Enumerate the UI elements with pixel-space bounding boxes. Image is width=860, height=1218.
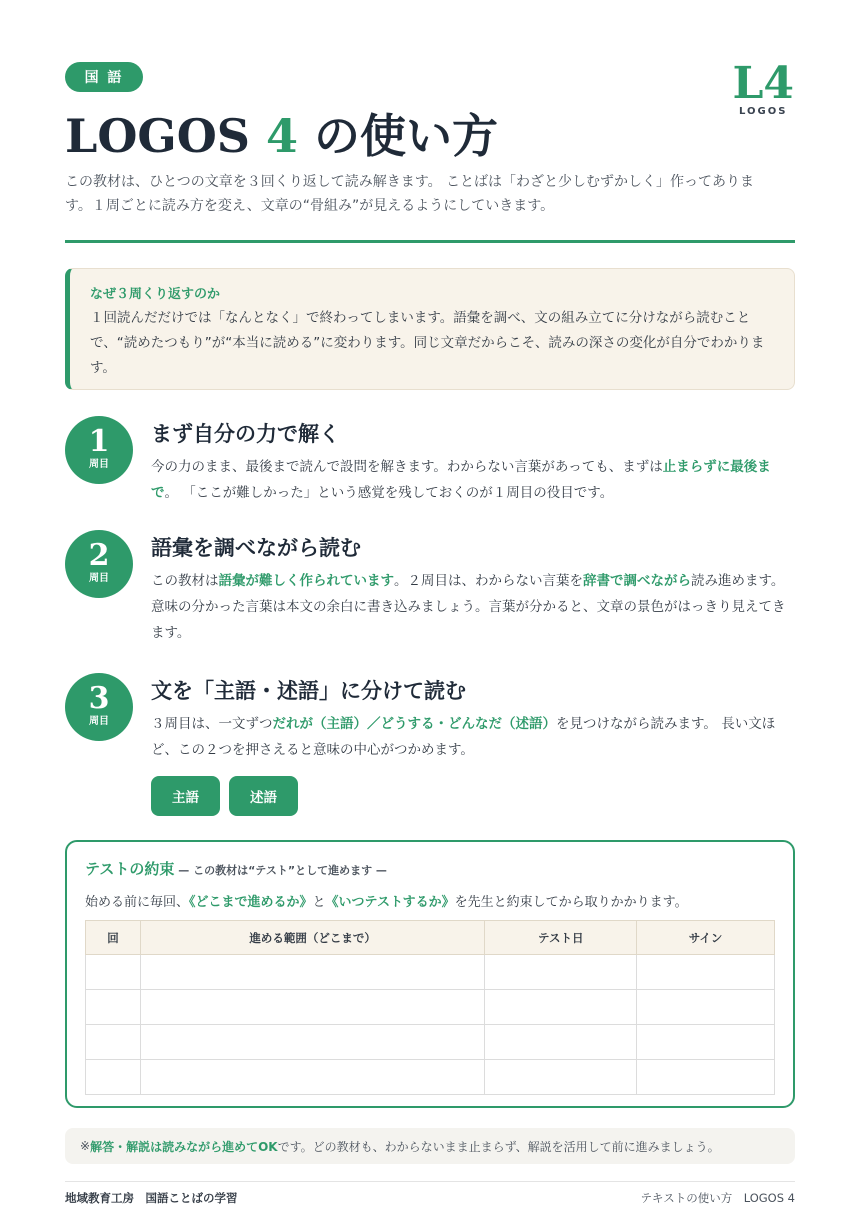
table-cell[interactable]: [140, 1025, 484, 1060]
step-badge: [65, 416, 133, 484]
step-highlight: 語彙が難しく作られています: [218, 573, 394, 589]
promise-header: [85, 858, 775, 879]
title-number: 4: [266, 109, 299, 163]
column-header: 回: [86, 921, 141, 955]
step-text: を見つけながら読みます。 長い文ほど、この２つを押さえると意味の中心がつかめます。: [151, 716, 776, 758]
column-header: テスト日: [485, 921, 637, 955]
step-number: 2: [88, 538, 110, 573]
table-cell[interactable]: [485, 955, 637, 990]
table-row: [86, 1060, 775, 1095]
column-header: サイン: [637, 921, 775, 955]
table-cell[interactable]: [86, 955, 141, 990]
logo-sub: LOGOS: [739, 106, 788, 117]
title-suffix: の使い方: [298, 109, 499, 163]
step-heading: まず自分の力で解く: [151, 422, 340, 446]
promise-text: [85, 891, 775, 910]
step-text: 。 「ここが難しかった」という感覚を残しておくのが１周目の役目です。: [164, 485, 614, 501]
predicate-tag: 述語: [229, 776, 298, 816]
table-header-row: [86, 921, 775, 955]
table-cell[interactable]: [485, 990, 637, 1025]
step-text: 今の力のまま、最後まで読んで設問を解きます。わからない言葉があっても、まずは: [151, 459, 663, 475]
promise-highlight: 《どこまで進めるか》: [189, 895, 313, 910]
logo: [732, 60, 794, 117]
step-label: 周目: [89, 573, 109, 584]
step-body: [151, 711, 795, 763]
step-body: [151, 454, 795, 506]
column-header: 進める範囲（どこまで）: [140, 921, 484, 955]
footer-left: 地域教育工房 国語ことばの学習: [65, 1191, 238, 1205]
why-box: [65, 268, 795, 390]
table-row: [86, 1025, 775, 1060]
table-cell[interactable]: [637, 990, 775, 1025]
step-label: 周目: [89, 459, 109, 470]
table-cell[interactable]: [140, 955, 484, 990]
promise-text-part: と: [312, 895, 326, 910]
step-heading: 文を「主語・述語」に分けて読む: [151, 679, 466, 703]
step-highlight: 止まらずに最後まで: [151, 459, 771, 501]
promise-title: テストの約束: [85, 860, 175, 878]
step-text: この教材は: [151, 573, 219, 589]
intro-text: この教材は、ひとつの文章を３回くり返して読み解きます。 ことばは「わざと少しむずかしく」作ってあります。１周ごとに読み方を変え、文章の“骨組み”が見えるようにしていきます。: [65, 174, 755, 214]
why-body: １回読んだだけでは「なんとなく」で終わってしまいます。語彙を調べ、文の組み立てに分けながら読むことで、“読めたつもり”が“本当に読める”に変わります。同じ文章だからこそ、読みの深さの変化が自分でわかります。: [90, 310, 765, 376]
header-divider: [65, 240, 795, 243]
table-cell[interactable]: [637, 1025, 775, 1060]
table-cell[interactable]: [637, 955, 775, 990]
step-text: ３周目は、一文ずつ: [151, 716, 273, 732]
step-number: 3: [88, 681, 110, 716]
logo-mark: L4: [732, 58, 794, 109]
table-cell[interactable]: [86, 990, 141, 1025]
test-promise-box: [65, 840, 795, 1108]
table-row: [86, 955, 775, 990]
table-cell[interactable]: [485, 1060, 637, 1095]
table-cell[interactable]: [86, 1025, 141, 1060]
promise-text-part: 始める前に毎回、: [85, 895, 190, 910]
page-title: [65, 100, 498, 166]
step-badge: [65, 530, 133, 598]
note-box: [65, 1128, 795, 1164]
subject-tag: 主語: [151, 776, 220, 816]
note-prefix: ※: [80, 1139, 91, 1153]
table-row: [86, 990, 775, 1025]
table-cell[interactable]: [86, 1060, 141, 1095]
table-cell[interactable]: [140, 1060, 484, 1095]
footer-right: テキストの使い方 LOGOS 4: [640, 1191, 795, 1205]
step-highlight: 辞書で調べながら: [583, 573, 691, 589]
why-title: なぜ３周くり返すのか: [90, 287, 221, 302]
footer-divider: [65, 1181, 795, 1182]
step-number: 1: [88, 424, 110, 459]
step-highlight: だれが（主語）／どうする・どんなだ（述語）: [272, 716, 556, 732]
subject-pill: 国 語: [65, 62, 143, 92]
step-body: [151, 568, 795, 646]
table-cell[interactable]: [485, 1025, 637, 1060]
step-badge: [65, 673, 133, 741]
step-text: 。２周目は、わからない言葉を: [394, 573, 583, 589]
table-cell[interactable]: [637, 1060, 775, 1095]
step-text: 読み進めます。 意味の分かった言葉は本文の余白に書き込みましょう。言葉が分かると、文章の景色がはっきり見えてきます。: [151, 573, 786, 641]
promise-table: [85, 920, 775, 1095]
note-text: です。どの教材も、わからないまま止まらず、解説を活用して前に進みましょう。: [277, 1139, 720, 1154]
note-highlight: 解答・解説は読みながら進めてOK: [90, 1139, 278, 1154]
step-heading: 語彙を調べながら読む: [151, 536, 361, 560]
promise-text-part: を先生と約束してから取りかかります。: [454, 895, 688, 910]
promise-subtitle: — この教材は“テスト”として進めます —: [174, 864, 387, 877]
table-cell[interactable]: [140, 990, 484, 1025]
step-label: 周目: [89, 716, 109, 727]
title-prefix: LOGOS: [65, 109, 267, 163]
promise-highlight: 《いつテストするか》: [325, 895, 455, 910]
